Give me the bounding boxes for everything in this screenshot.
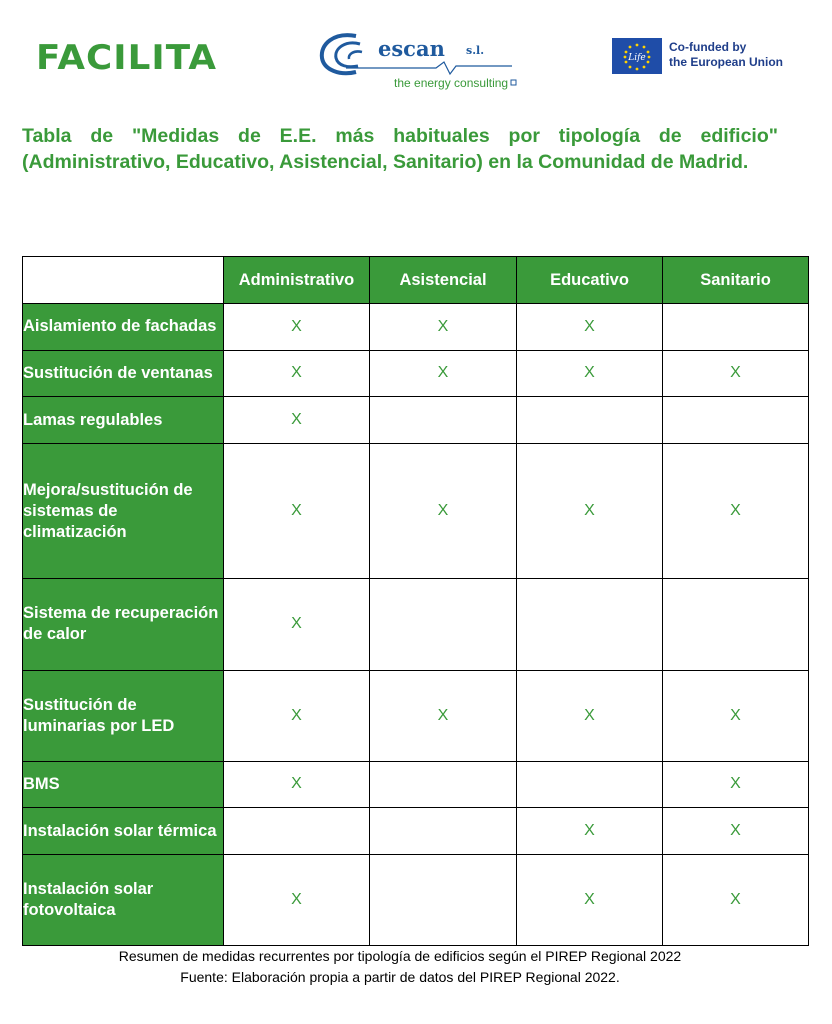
table-cell: X [517, 670, 663, 761]
table-row [23, 808, 809, 855]
column-header-sanitario: Sanitario [663, 257, 809, 304]
row-label: Sistema de recuperación de calor [23, 579, 224, 670]
table-row [23, 443, 809, 579]
eu-flag-icon [612, 38, 662, 74]
table-cell: X [663, 443, 809, 579]
table-cell [224, 808, 370, 855]
table-cell: X [517, 350, 663, 397]
document-title: Tabla de "Medidas de E.E. más habituales por tipología de edificio" (Administrativo, Educativo, Asistencial, Sanitario) en la Comunidad de Madrid. [22, 125, 778, 173]
table-cell [517, 397, 663, 444]
table-cell: X [224, 761, 370, 808]
caption-summary: Resumen de medidas recurrentes por tipología de edificios según el PIREP Regional 2022 [118, 948, 682, 964]
table-cell: X [663, 808, 809, 855]
row-label: Sustitución de ventanas [23, 350, 224, 397]
row-label: Aislamiento de fachadas [23, 304, 224, 351]
table-cell: X [224, 443, 370, 579]
table-row [23, 854, 809, 945]
table-cell: X [517, 304, 663, 351]
column-header-administrativo: Administrativo [224, 257, 370, 304]
table-cell: X [224, 579, 370, 670]
table-cell: X [370, 304, 517, 351]
table-cell: X [663, 761, 809, 808]
table-cell: X [517, 443, 663, 579]
row-label: Instalación solar fotovoltaica [23, 854, 224, 945]
eu-line-1: Co-funded by [669, 40, 747, 54]
page-header [0, 0, 832, 110]
table-cell [370, 808, 517, 855]
facilita-logo: FACILITA [36, 38, 218, 78]
table-cell [663, 304, 809, 351]
table-row [23, 761, 809, 808]
table-row [23, 304, 809, 351]
table-cell: X [370, 670, 517, 761]
row-label: Lamas regulables [23, 397, 224, 444]
table-cell: X [224, 350, 370, 397]
eu-line-2: the European Union [669, 55, 783, 69]
row-label: Sustitución de luminarias por LED [23, 670, 224, 761]
column-header-educativo: Educativo [517, 257, 663, 304]
table-row [23, 579, 809, 670]
row-label: BMS [23, 761, 224, 808]
table-cell: X [517, 808, 663, 855]
caption-source: Fuente: Elaboración propia a partir de datos del PIREP Regional 2022. [180, 969, 620, 985]
row-label: Instalación solar térmica [23, 808, 224, 855]
table-cell [370, 397, 517, 444]
escan-logo [316, 30, 526, 94]
eu-flag-label: Life [628, 53, 646, 63]
table-caption [0, 946, 800, 988]
table-cell: X [663, 670, 809, 761]
table-cell [370, 854, 517, 945]
table-cell [517, 761, 663, 808]
table-cell: X [517, 854, 663, 945]
table-cell: X [224, 854, 370, 945]
table-row [23, 397, 809, 444]
row-label: Mejora/sustitución de sistemas de climatización [23, 443, 224, 579]
table-cell [663, 579, 809, 670]
table-cell: X [370, 443, 517, 579]
table-cell [370, 579, 517, 670]
table-corner-cell [23, 257, 224, 304]
table-header-row [23, 257, 809, 304]
table-row [23, 350, 809, 397]
table-cell [663, 397, 809, 444]
escan-suffix: s.l. [466, 44, 485, 57]
column-header-asistencial: Asistencial [370, 257, 517, 304]
table-row [23, 670, 809, 761]
table-cell: X [224, 397, 370, 444]
table-cell: X [663, 854, 809, 945]
table-cell: X [224, 304, 370, 351]
eu-cofunded-text [669, 40, 799, 70]
table-cell: X [224, 670, 370, 761]
measures-table [22, 256, 809, 946]
table-cell: X [370, 350, 517, 397]
table-cell: X [663, 350, 809, 397]
table-cell [370, 761, 517, 808]
eu-cofunded-badge [612, 38, 802, 78]
table-cell [517, 579, 663, 670]
escan-tagline: the energy consulting [394, 76, 509, 90]
escan-name: escan [378, 36, 445, 61]
